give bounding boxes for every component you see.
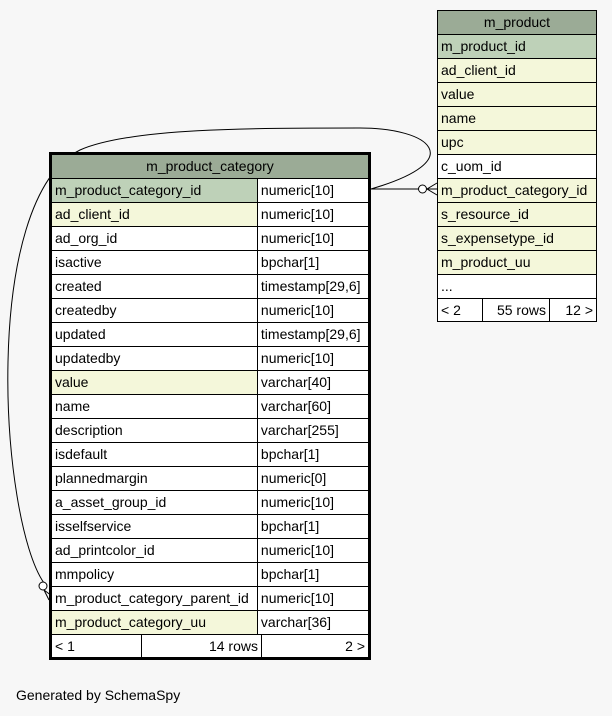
column-name[interactable]: m_product_id [438, 35, 597, 59]
column-type: numeric[10] [257, 491, 369, 515]
column-type: bpchar[1] [257, 515, 369, 539]
column-type: numeric[10] [257, 179, 369, 203]
column-name[interactable]: upc [438, 131, 597, 155]
column-name[interactable]: a_asset_group_id [51, 491, 258, 515]
column-name[interactable]: updated [51, 323, 258, 347]
category-column-row[interactable] [51, 371, 370, 395]
category-column-row[interactable] [51, 347, 370, 371]
self-ref-zero-circle [39, 582, 47, 590]
column-type: varchar[60] [257, 395, 369, 419]
column-name[interactable]: created [51, 275, 258, 299]
column-type: bpchar[1] [257, 443, 369, 467]
column-name[interactable]: name [438, 107, 597, 131]
category-column-row[interactable] [51, 203, 370, 227]
column-name[interactable]: m_product_uu [438, 251, 597, 275]
category-column-row[interactable] [51, 467, 370, 491]
fk-crowfoot-icon [427, 183, 437, 195]
category-table[interactable] [49, 152, 371, 660]
column-type: varchar[255] [257, 419, 369, 443]
generated-by-label: Generated by SchemaSpy [16, 687, 181, 703]
category-column-row[interactable] [51, 299, 370, 323]
column-name[interactable]: ad_org_id [51, 227, 258, 251]
category-column-row[interactable] [51, 443, 370, 467]
product-table-footer [438, 299, 597, 322]
column-name[interactable]: isdefault [51, 443, 258, 467]
category-row-count: 14 rows [142, 635, 262, 657]
category-parents-count[interactable]: < 1 [52, 635, 142, 657]
category-column-row[interactable] [51, 251, 370, 275]
column-type: bpchar[1] [257, 251, 369, 275]
column-name[interactable]: mmpolicy [51, 563, 258, 587]
column-name[interactable]: ... [438, 275, 597, 299]
product-column-row[interactable] [438, 107, 597, 131]
column-type: varchar[40] [257, 371, 369, 395]
column-type: bpchar[1] [257, 563, 369, 587]
column-name[interactable]: isactive [51, 251, 258, 275]
category-column-row[interactable] [51, 515, 370, 539]
product-row-count: 55 rows [483, 299, 550, 322]
column-name[interactable]: m_product_category_parent_id [51, 587, 258, 611]
category-table-title[interactable]: m_product_category [51, 154, 370, 179]
column-name[interactable]: isselfservice [51, 515, 258, 539]
category-column-row[interactable] [51, 587, 370, 611]
product-children-count[interactable]: 12 > [550, 299, 597, 322]
category-children-count[interactable]: 2 > [345, 638, 365, 654]
column-type: numeric[10] [257, 539, 369, 563]
column-name[interactable]: m_product_category_id [438, 179, 597, 203]
column-name[interactable]: createdby [51, 299, 258, 323]
product-column-row[interactable] [438, 251, 597, 275]
column-name[interactable]: m_product_category_uu [51, 611, 258, 635]
category-column-row[interactable] [51, 275, 370, 299]
category-table-footer [51, 635, 370, 659]
column-type: numeric[10] [257, 587, 369, 611]
column-name[interactable]: description [51, 419, 258, 443]
product-parents-count[interactable]: < 2 [438, 299, 483, 322]
category-column-row[interactable] [51, 491, 370, 515]
column-name[interactable]: updatedby [51, 347, 258, 371]
product-column-row[interactable] [438, 59, 597, 83]
product-column-row[interactable] [438, 275, 597, 299]
column-type: timestamp[29,6] [257, 275, 369, 299]
category-column-row[interactable] [51, 419, 370, 443]
product-column-row[interactable] [438, 179, 597, 203]
column-type: timestamp[29,6] [257, 323, 369, 347]
column-type: numeric[10] [257, 203, 369, 227]
column-name[interactable]: value [51, 371, 258, 395]
column-name[interactable]: ad_printcolor_id [51, 539, 258, 563]
category-column-row[interactable] [51, 611, 370, 635]
column-type: numeric[0] [257, 467, 369, 491]
column-name[interactable]: s_resource_id [438, 203, 597, 227]
product-table[interactable] [437, 10, 597, 322]
column-name[interactable]: name [51, 395, 258, 419]
column-type: numeric[10] [257, 227, 369, 251]
column-name[interactable]: plannedmargin [51, 467, 258, 491]
category-column-row[interactable] [51, 179, 370, 203]
category-column-row[interactable] [51, 227, 370, 251]
product-column-row[interactable] [438, 131, 597, 155]
category-column-row[interactable] [51, 563, 370, 587]
category-column-row[interactable] [51, 395, 370, 419]
category-column-row[interactable] [51, 323, 370, 347]
column-name[interactable]: value [438, 83, 597, 107]
column-name[interactable]: s_expensetype_id [438, 227, 597, 251]
product-column-row[interactable] [438, 227, 597, 251]
column-type: numeric[10] [257, 347, 369, 371]
column-name[interactable]: c_uom_id [438, 155, 597, 179]
column-type: varchar[36] [257, 611, 369, 635]
product-column-row[interactable] [438, 203, 597, 227]
product-table-title[interactable]: m_product [438, 11, 597, 35]
column-name[interactable]: ad_client_id [51, 203, 258, 227]
column-name[interactable]: m_product_category_id [51, 179, 258, 203]
product-column-row[interactable] [438, 155, 597, 179]
product-column-row[interactable] [438, 83, 597, 107]
fk-zero-many-circle [419, 185, 427, 193]
category-column-row[interactable] [51, 539, 370, 563]
column-name[interactable]: ad_client_id [438, 59, 597, 83]
product-column-row[interactable] [438, 35, 597, 59]
column-type: numeric[10] [257, 299, 369, 323]
